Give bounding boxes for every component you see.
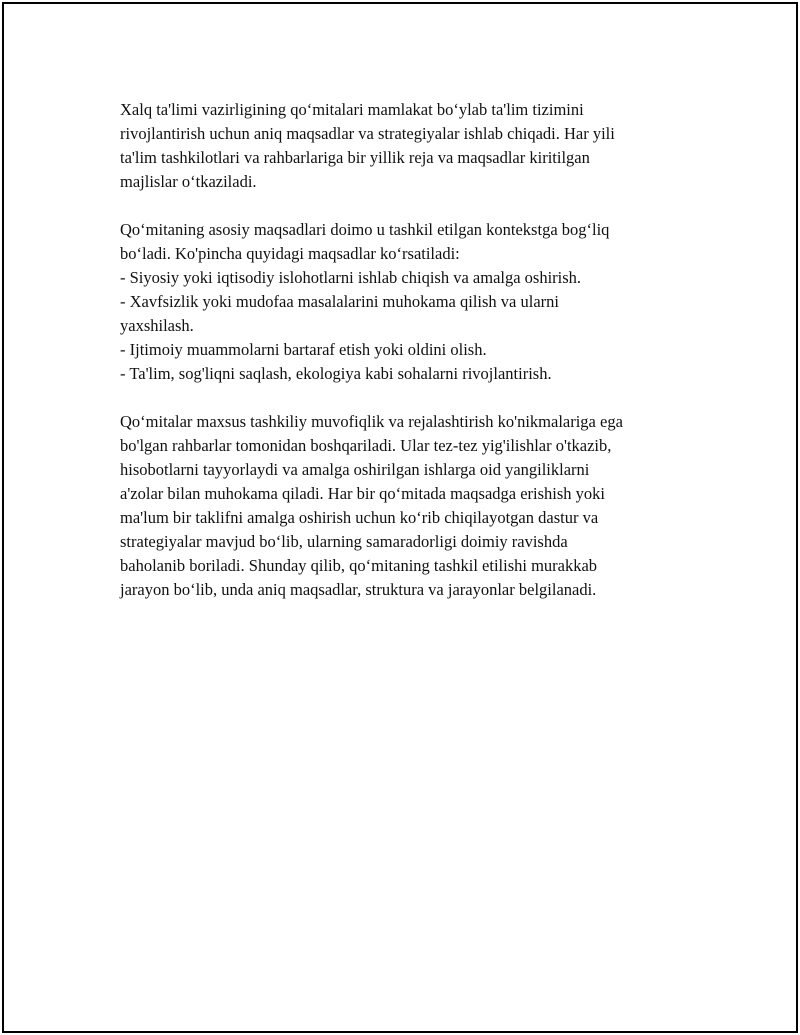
text-line: Qo‘mitaning asosiy maqsadlari doimo u tashkil etilgan kontekstga bog‘liq bbox=[120, 220, 610, 239]
text-line: a'zolar bilan muhokama qiladi. Har bir qo‘mitada maqsadga erishish yoki bbox=[120, 484, 606, 503]
text-line: strategiyalar mavjud bo‘lib, ularning samaradorligi doimiy ravishda bbox=[120, 532, 568, 551]
list-item: - Ta'lim, sog'liqni saqlash, ekologiya kabi sohalarni rivojlantirish. bbox=[120, 364, 552, 383]
text-line: Qo‘mitalar maxsus tashkiliy muvofiqlik va rejalashtirish ko'nikmalariga ega bbox=[120, 412, 623, 431]
text-line: Xalq ta'limi vazirligining qo‘mitalari mamlakat bo‘ylab ta'lim tizimini bbox=[120, 100, 584, 119]
text-line: baholanib boriladi. Shunday qilib, qo‘mitaning tashkil etilishi murakkab bbox=[120, 556, 598, 575]
text-line: majlislar o‘tkaziladi. bbox=[120, 172, 257, 191]
list-item-continuation: yaxshilash. bbox=[120, 316, 194, 335]
text-line: ma'lum bir taklifni amalga oshirish uchun ko‘rib chiqilayotgan dastur va bbox=[120, 508, 599, 527]
text-line: ta'lim tashkilotlari va rahbarlariga bir yillik reja va maqsadlar kiritilgan bbox=[120, 148, 590, 167]
document-page bbox=[2, 2, 798, 1033]
text-line: hisobotlarni tayyorlaydi va amalga oshirilgan ishlarga oid yangiliklarni bbox=[120, 460, 590, 479]
text-line: bo‘ladi. Ko'pincha quyidagi maqsadlar ko‘rsatiladi: bbox=[120, 244, 460, 263]
text-line: bo'lgan rahbarlar tomonidan boshqariladi. Ular tez-tez yig'ilishlar o'tkazib, bbox=[120, 436, 612, 455]
list-item: - Siyosiy yoki iqtisodiy islohotlarni ishlab chiqish va amalga oshirish. bbox=[120, 268, 582, 287]
list-item: - Xavfsizlik yoki mudofaa masalalarini muhokama qilish va ularni bbox=[120, 292, 559, 311]
document-body bbox=[120, 98, 700, 626]
paragraph-goals bbox=[120, 218, 700, 386]
paragraph-intro bbox=[120, 98, 700, 194]
text-line: jarayon bo‘lib, unda aniq maqsadlar, struktura va jarayonlar belgilanadi. bbox=[120, 580, 597, 599]
list-item: - Ijtimoiy muammolarni bartaraf etish yoki oldini olish. bbox=[120, 340, 487, 359]
text-line: rivojlantirish uchun aniq maqsadlar va strategiyalar ishlab chiqadi. Har yili bbox=[120, 124, 615, 143]
paragraph-management bbox=[120, 410, 700, 602]
